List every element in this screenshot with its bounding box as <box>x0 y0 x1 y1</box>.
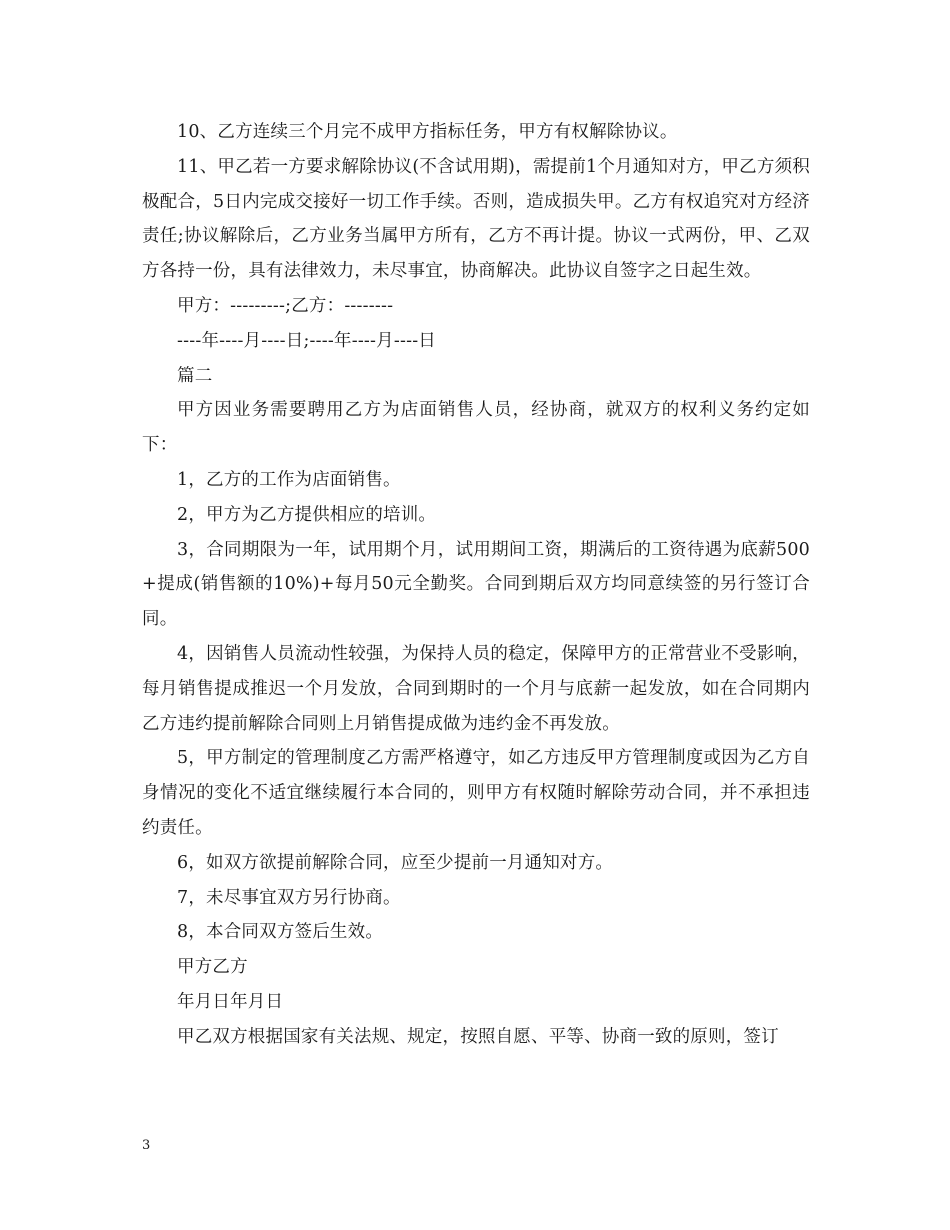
section-heading-part-two: 篇二 <box>177 365 213 386</box>
paragraph-item-3: 3，合同期限为一年，试用期个月，试用期间工资，期满后的工资待遇为底薪500+提成(销售额的10%)+每月50元全勤奖。合同到期后双方均同意续签的另行签订合同。 <box>142 539 810 630</box>
paragraph-signature-parties: 甲方：---------;乙方：-------- <box>177 295 394 316</box>
paragraph-item-7: 7，未尽事宜双方另行协商。 <box>177 887 401 908</box>
paragraph-item-2: 2，甲方为乙方提供相应的培训。 <box>177 504 437 525</box>
paragraph-item-5: 5，甲方制定的管理制度乙方需严格遵守，如乙方违反甲方管理制度或因为乙方自身情况的变化不适宜继续履行本合同的，则甲方有权随时解除劳动合同，并不承担违约责任。 <box>142 748 810 838</box>
paragraph-item-4: 4，因销售人员流动性较强，为保持人员的稳定，保障甲方的正常营业不受影响，每月销售提成推迟一个月发放，合同到期时的一个月与底薪一起发放，如在合同期内乙方违约提前解除合同则上月销售提成做为违约金不再发放。 <box>142 643 810 734</box>
paragraph-signature-parties-2: 甲方乙方 <box>177 957 248 978</box>
paragraph-clause-11: 11、甲乙若一方要求解除协议(不含试用期)，需提前1个月通知对方，甲乙方须积极配合，5日内完成交接好一切工作手续。否则，造成损失甲。乙方有权追究对方经济责任;协议解除后，乙方业务当属甲方所有，乙方不再计提。协议一式两份，甲、乙双方各持一份，具有法律效力，未尽事宜，协商解决。此协议自签字之日起生效。 <box>142 156 810 282</box>
paragraph-signature-dates: ----年----月----日;----年----月----日 <box>177 330 437 351</box>
paragraph-intro: 甲方因业务需要聘用乙方为店面销售人员，经协商，就双方的权利义务约定如下： <box>142 400 810 456</box>
document-body <box>142 115 810 1055</box>
paragraph-item-8: 8，本合同双方签后生效。 <box>177 922 384 943</box>
page-number: 3 <box>142 1138 151 1153</box>
paragraph-next-section-start: 甲乙双方根据国家有关法规、规定，按照自愿、平等、协商一致的原则，签订 <box>177 1026 779 1047</box>
paragraph-signature-dates-2: 年月日年月日 <box>177 991 284 1012</box>
paragraph-item-6: 6，如双方欲提前解除合同，应至少提前一月通知对方。 <box>177 852 614 873</box>
paragraph-clause-10: 10、乙方连续三个月完不成甲方指标任务，甲方有权解除协议。 <box>177 122 678 142</box>
paragraph-item-1: 1，乙方的工作为店面销售。 <box>177 469 401 490</box>
